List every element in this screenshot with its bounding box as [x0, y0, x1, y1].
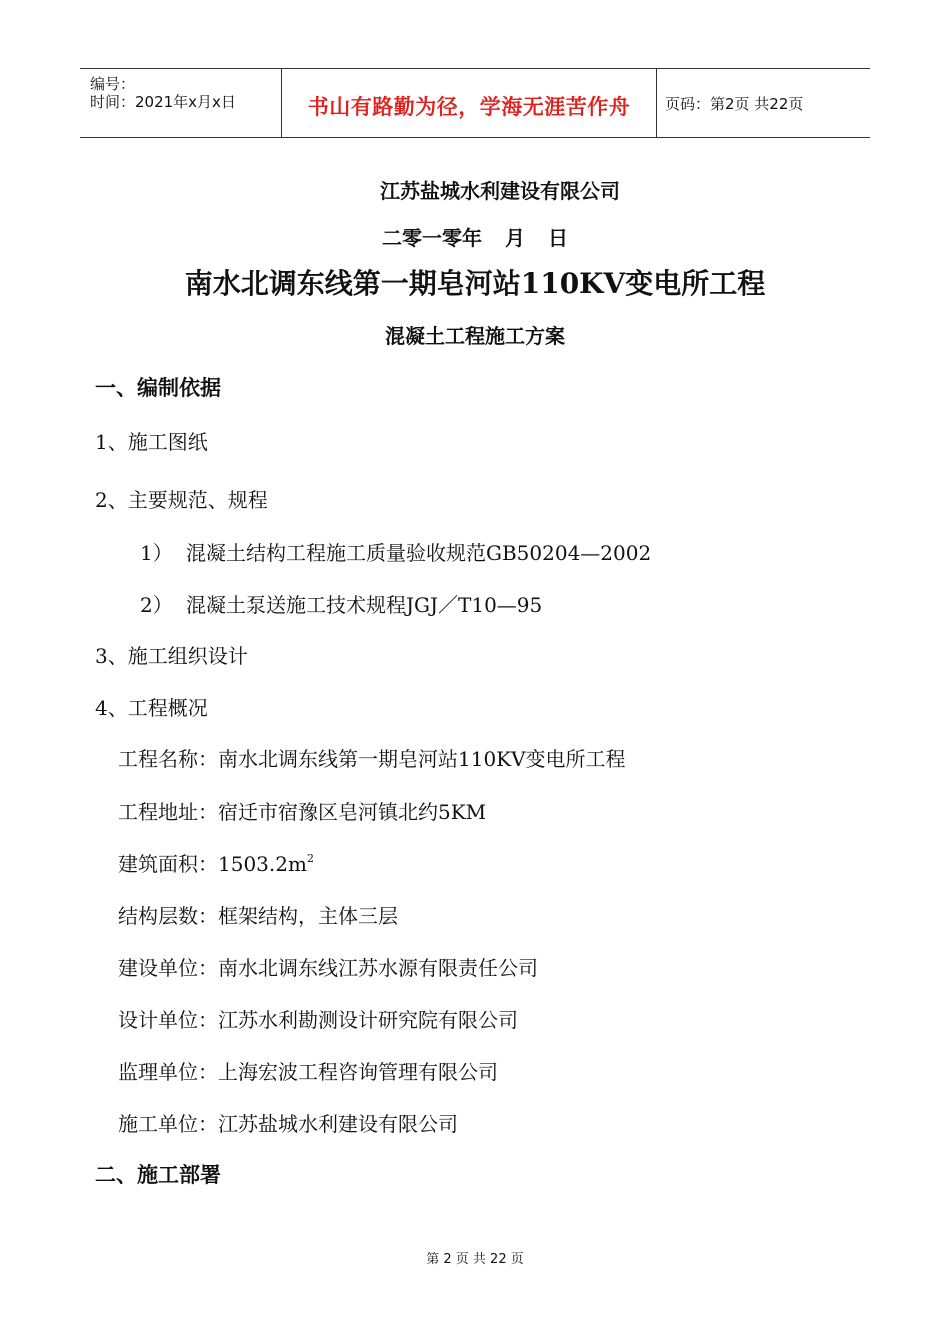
building-area-text: 建筑面积：1503.2m	[118, 852, 307, 876]
page-header	[80, 68, 870, 138]
motto: 书山有路勤为径，学海无涯苦作舟	[307, 95, 631, 119]
item-drawings: 1、施工图纸	[95, 430, 208, 454]
document-title: 南水北调东线第一期皂河站110KV变电所工程	[184, 267, 766, 300]
date-day: 日	[547, 226, 568, 250]
document-subtitle: 混凝土工程施工方案	[385, 324, 565, 348]
date-month: 月	[505, 226, 525, 250]
construction-unit: 施工单位：江苏盐城水利建设有限公司	[118, 1112, 458, 1136]
section-heading-deployment: 二、施工部署	[95, 1163, 221, 1187]
structure-floors: 结构层数：框架结构，主体三层	[118, 904, 398, 928]
document-date	[0, 222, 950, 251]
reference-number: 2）	[140, 593, 173, 617]
supervision-unit: 监理单位：上海宏波工程咨询管理有限公司	[118, 1060, 498, 1084]
design-unit: 设计单位：江苏水利勘测设计研究院有限公司	[118, 1008, 518, 1032]
reference-item	[140, 537, 651, 566]
item-organization-design: 3、施工组织设计	[95, 644, 248, 668]
section-heading-basis: 一、编制依据	[95, 376, 221, 400]
reference-text: 混凝土结构工程施工质量验收规范GB50204—2002	[186, 541, 652, 565]
header-page-cell	[657, 69, 870, 137]
header-meta-cell	[80, 69, 282, 137]
reference-text: 混凝土泵送施工技术规程JGJ／T10—95	[186, 593, 543, 617]
time-label: 时间：2021年x月x日	[90, 93, 236, 111]
header-motto-cell	[282, 69, 657, 137]
company-name: 江苏盐城水利建设有限公司	[380, 179, 620, 203]
project-name: 工程名称：南水北调东线第一期皂河站110KV变电所工程	[118, 747, 626, 771]
header-page-info: 页码：第2页 共22页	[665, 95, 804, 113]
serial-label: 编号：	[90, 75, 136, 93]
date-year: 二零一零年	[382, 226, 483, 250]
item-overview: 4、工程概况	[95, 696, 208, 720]
item-standards: 2、主要规范、规程	[95, 488, 268, 512]
reference-number: 1）	[140, 541, 173, 565]
building-area	[118, 848, 314, 877]
page-footer: 第 2 页 共 22 页	[426, 1252, 524, 1267]
owner-unit: 建设单位：南水北调东线江苏水源有限责任公司	[118, 956, 538, 980]
area-unit-superscript: 2	[306, 852, 314, 865]
reference-item	[140, 589, 542, 618]
project-address: 工程地址：宿迁市宿豫区皂河镇北约5KM	[118, 800, 487, 824]
